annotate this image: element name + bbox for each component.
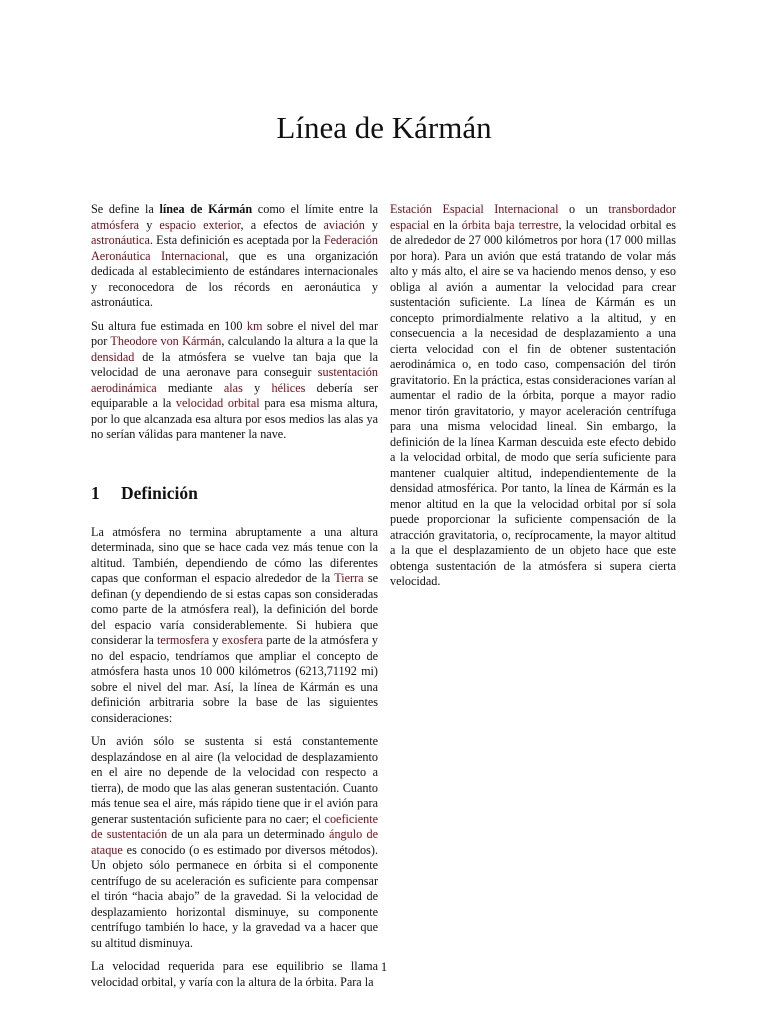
text: es conocido (o es estimado por diversos métodos). Un objeto sólo permanece en órbita si el componente centrífugo de su aceleración es suficiente para compensar el tirón “hacia abajo” de la gravedad. Si la velocidad de desplazamiento horizontal disminuye, su componente centrífugo también lo hace, y la gravedad va a hacer que su altitud disminuya.	[91, 842, 378, 950]
text: y	[139, 217, 160, 232]
text: . Esta definición es aceptada por la	[149, 233, 324, 247]
text: mediante	[156, 380, 224, 395]
text: en la	[429, 217, 462, 232]
text: Un avión sólo se sustenta si está constantemente desplazándose en al aire (la velocidad de desplazamiento en el aire no depende de la velocidad con respecto a tierra), de modo que las alas generan sustentación. Cuanto más tenue sea el aire, más rápido tiene que ir el avión para generar sustentación suficiente para no caer; el	[91, 734, 378, 826]
right-paragraph-1	[390, 202, 676, 590]
text: debería ser equiparable a la	[91, 380, 379, 410]
link-densidad[interactable]: densidad	[91, 349, 135, 364]
link-alas[interactable]: alas	[223, 380, 243, 395]
link-theodore-von-karman[interactable]: Theodore von Kármán	[110, 334, 222, 348]
page-title: Línea de Kármán	[276, 110, 492, 145]
text: , que es una organización dedicada al establecimiento de estándares internacionales y reconocedora de los récords en aeronáutica y astronáutica.	[91, 248, 378, 309]
link-km[interactable]: km	[246, 318, 263, 333]
link-aviacion[interactable]: aviación	[323, 217, 365, 232]
text: Se define la	[91, 202, 160, 216]
link-exosfera[interactable]: exosfera	[221, 633, 263, 647]
link-fai[interactable]: Federación Aeronáutica Internacional	[91, 233, 378, 263]
text: de la atmósfera se vuelve tan baja que la velocidad de una aeronave para conseguir	[91, 349, 378, 379]
text: de un ala para un determinado	[167, 827, 330, 841]
text: , la velocidad orbital es de alrededor de 27 000 kilómetros por hora (17 000 millas por hora). Para un avión que está tratando de volar más alto y más alto, el aire se va haciendo menos denso, y eso obliga al avión a aumentar la velocidad para crear sustentación suficiente. La línea de Kármán es un concepto primordialmente relativo a la altitud, y en consecuencia a la necesidad de desplazamiento a una cierta velocidad con el fin de obtener sustentación aerodinámica o, en todo caso, compensación del tirón gravitatorio. En la práctica, estas consideraciones varían al aumentar el radio de la órbita, porque a mayor radio menor tirón gravitatorio, y mayor aceleración centrífuga para una misma velocidad lineal. Sin embargo, la definición de la línea Karman descuida este efecto debido a la velocidad orbital, de modo que sería suficiente para mantener cualquier altitud, independientemente de la densidad atmosférica. Por tanto, la línea de Kármán es la menor altitud en la que la velocidad orbital por sí sola puede proporcionar la suficiente compensación de la atracción gravitatoria, o, recíprocamente, la mayor altitud a la que el desplazamiento de un objeto hace que este obtenga sustentación de la atmósfera si supera cierta velocidad.	[390, 217, 676, 588]
link-tierra[interactable]: Tierra	[334, 571, 364, 585]
intro-paragraph-1	[91, 202, 378, 311]
section-title: Definición	[121, 482, 198, 503]
text: como el límite entre la	[252, 202, 379, 216]
text: para esa misma altura, por lo que alcanzada esa altura por esos medios las alas ya no serían válidas para mantener la nave.	[91, 396, 378, 441]
definition-paragraph-2	[91, 734, 378, 951]
right-column	[390, 202, 676, 598]
link-orbita-baja-terrestre[interactable]: órbita baja terrestre	[461, 217, 559, 232]
text: Su altura fue estimada en 100	[91, 318, 247, 333]
text: y	[364, 217, 379, 232]
link-atmosfera[interactable]: atmósfera	[91, 217, 140, 232]
bold-term: línea de Kármán	[159, 202, 253, 216]
link-sustentacion-aerodinamica[interactable]: sustentación aerodinámica	[91, 365, 378, 395]
link-angulo-de-ataque[interactable]: ángulo de ataque	[91, 827, 378, 857]
link-espacio-exterior[interactable]: espacio exterior	[159, 217, 241, 232]
link-termosfera[interactable]: termosfera	[157, 633, 210, 647]
page-number: 1	[380, 959, 388, 974]
definition-paragraph-1	[91, 525, 378, 727]
section-number: 1	[91, 482, 100, 503]
text: La atmósfera no termina abruptamente a una altura determinada, sino que se hace cada vez más tenue con la altitud. También, dependiendo de cómo las diferentes capas que conforman el espacio alrededor de la	[91, 524, 378, 585]
text: se definan (y dependiendo de si estas capas son consideradas como parte de la atmósfera real), la definición del borde del espacio varía considerablemente. Si hubiera que considerar la	[91, 571, 378, 647]
link-estacion-espacial-internacional[interactable]: Estación Espacial Internacional	[390, 202, 559, 216]
text: , calculando la altura a la que la	[221, 334, 378, 348]
left-column	[91, 202, 378, 998]
link-velocidad-orbital[interactable]: velocidad orbital	[175, 396, 260, 410]
text: y	[209, 633, 222, 647]
link-transbordador-espacial[interactable]: transbordador espacial	[390, 202, 676, 232]
text: parte de la atmósfera y no del espacio, tendríamos que ampliar el concepto de atmósfera hasta unos 10 000 kilómetros (6213,71192 mi) sobre el nivel del mar. Así, la línea de Kármán es una definición arbitraria sobre la base de las siguientes consideraciones:	[91, 633, 378, 725]
text: y	[242, 380, 272, 395]
text: , a efectos de	[240, 217, 324, 232]
section-heading-definicion	[91, 483, 378, 503]
link-coeficiente-de-sustentacion[interactable]: coeficiente de sustentación	[91, 811, 378, 841]
link-astronautica[interactable]: astronáutica	[91, 233, 150, 247]
intro-paragraph-2	[91, 319, 378, 443]
text: sobre el nivel del mar por	[91, 318, 379, 348]
text: La velocidad requerida para ese equilibrio se llama velocidad orbital, y varía con la altura de la órbita. Para la	[91, 959, 378, 989]
link-helices[interactable]: hélices	[271, 380, 306, 395]
text: o un	[558, 202, 609, 216]
